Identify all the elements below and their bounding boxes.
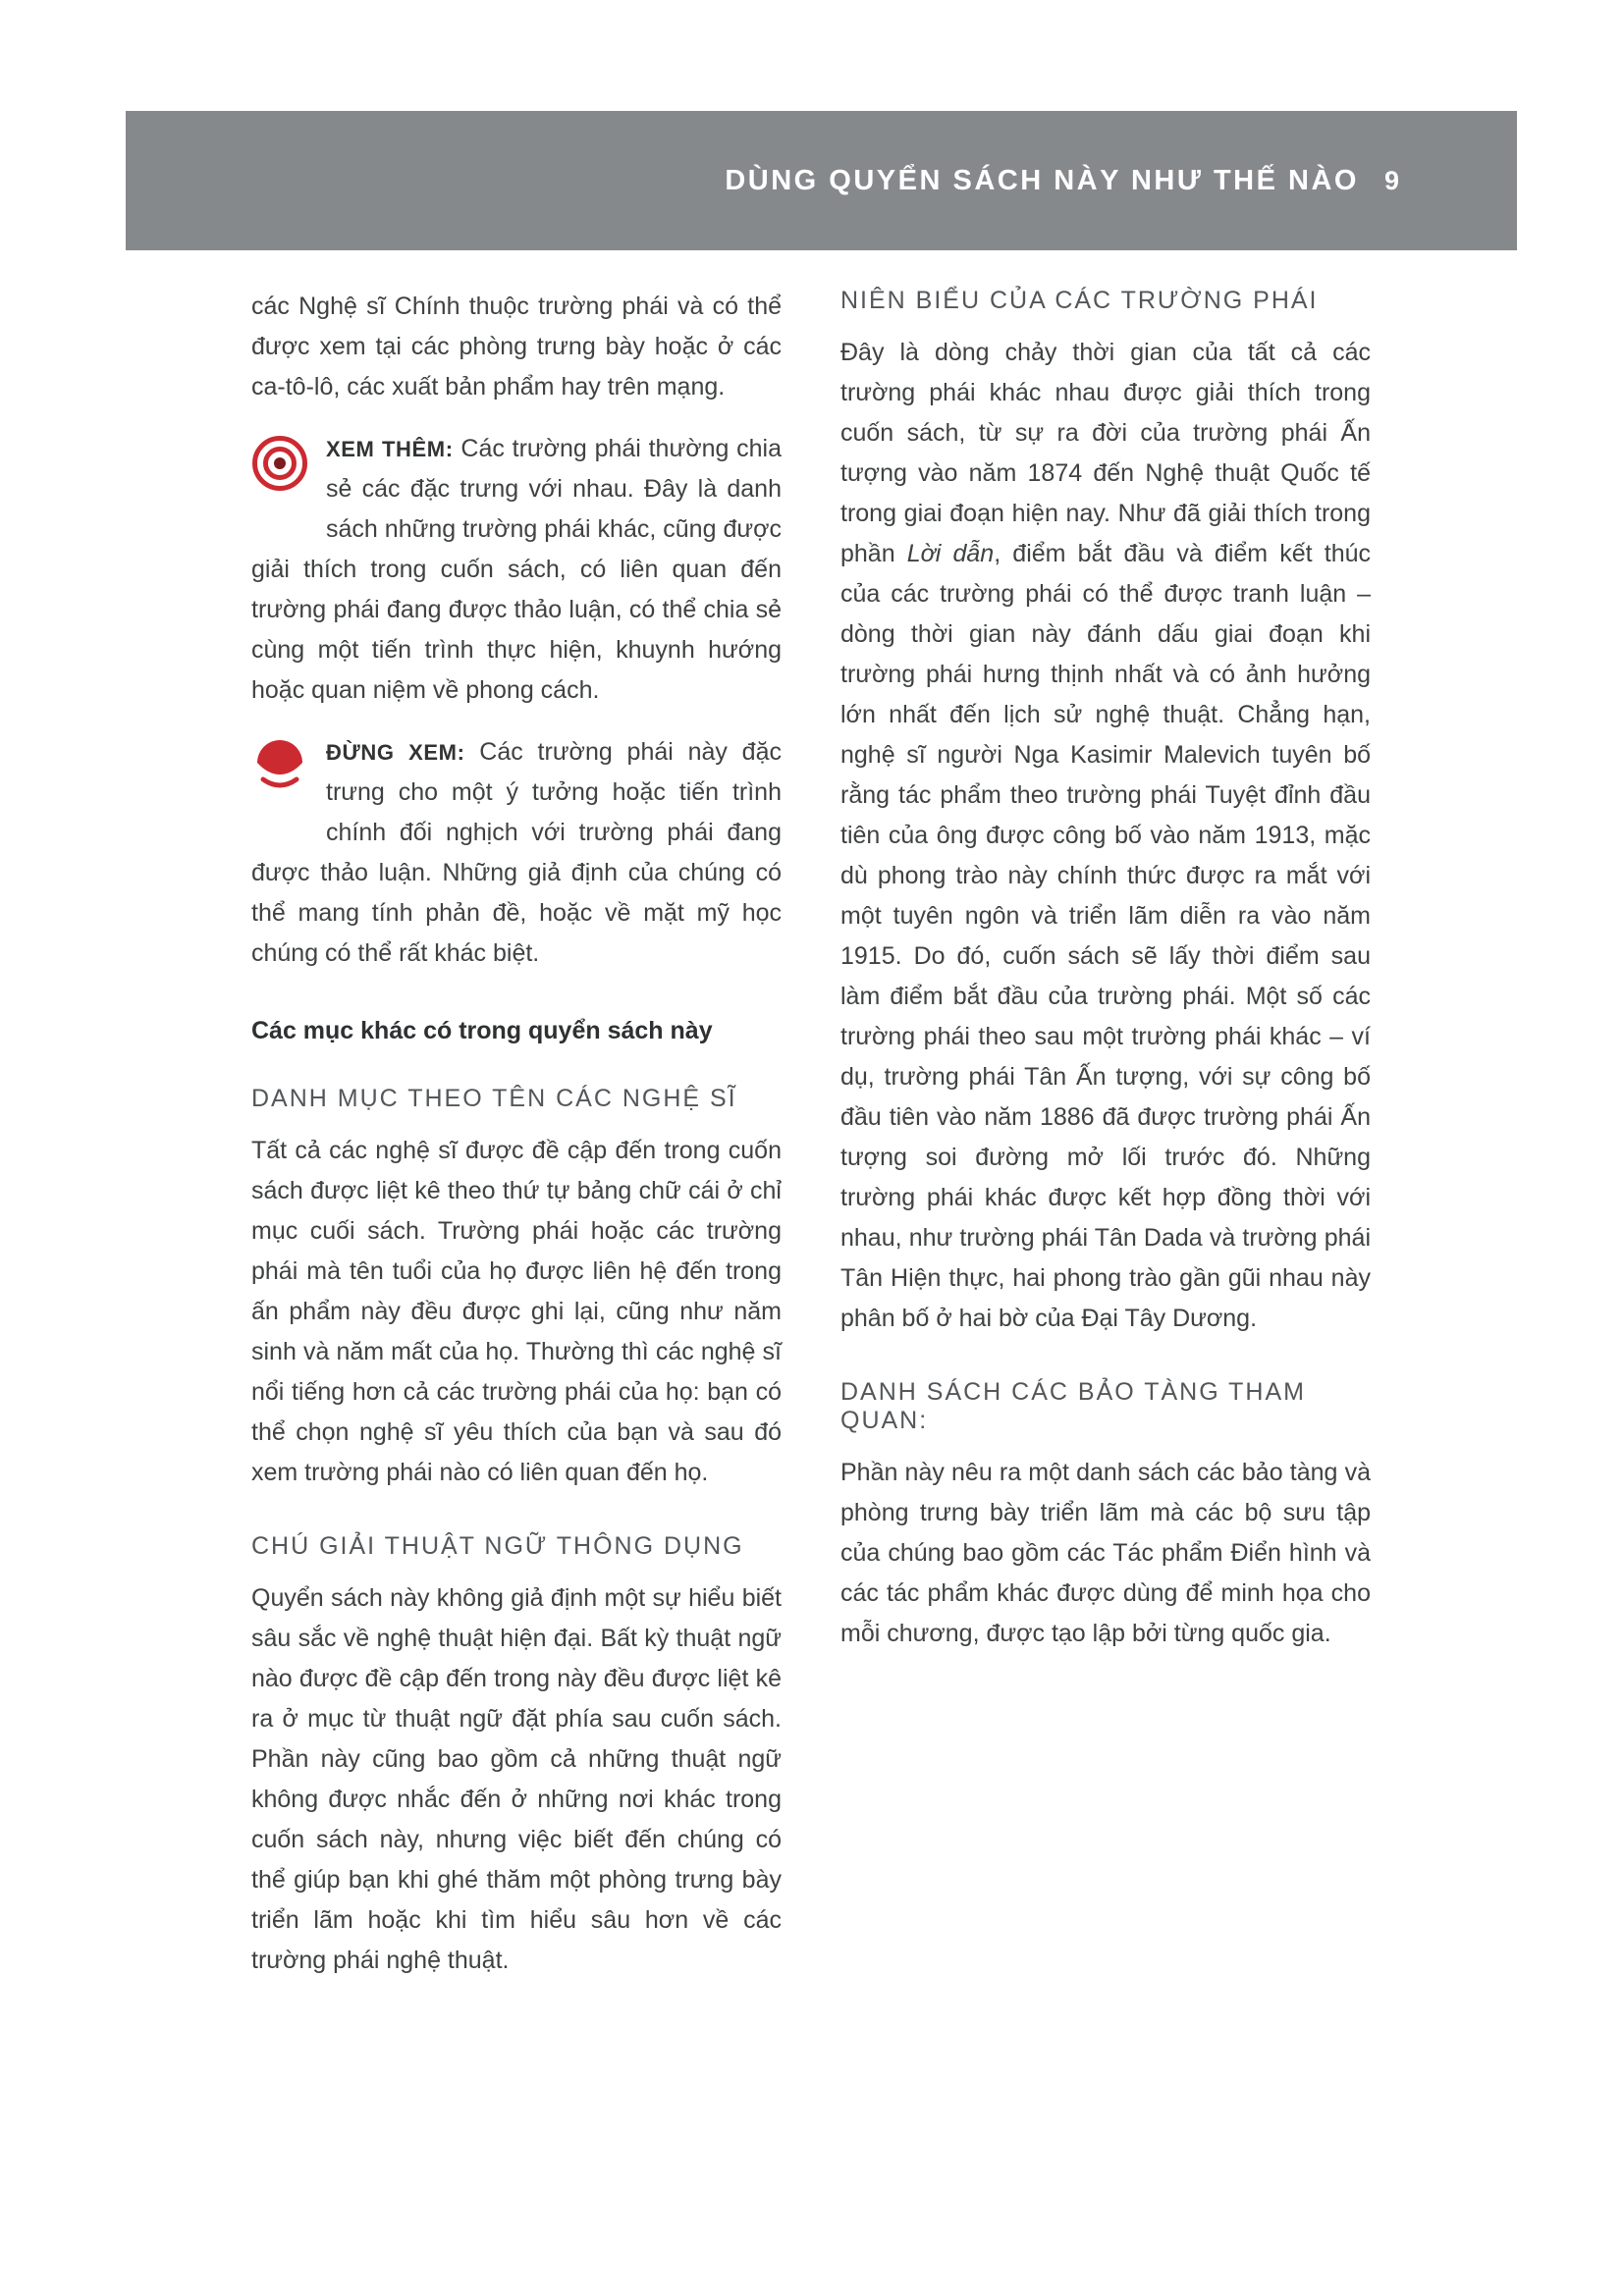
dont-see-note xyxy=(251,732,782,974)
two-column-body xyxy=(251,287,1371,1997)
museums-paragraph: Phần này nêu ra một danh sách các bảo tàng và phòng trưng bày triển lãm mà các bộ sưu tập của chúng bao gồm các Tác phẩm Điển hình và các tác phẩm khác được dùng để minh họa cho mỗi chương, được tạo lập bởi từng quốc gia. xyxy=(840,1459,1371,1647)
timeline-heading: NIÊN BIỂU CỦA CÁC TRƯỜNG PHÁI xyxy=(840,287,1319,314)
other-sections-heading: Các mục khác có trong quyển sách này xyxy=(251,1017,713,1044)
see-also-note xyxy=(251,429,782,711)
running-header xyxy=(126,111,1517,250)
see-also-label: XEM THÊM: xyxy=(326,437,454,461)
dont-see-paragraph xyxy=(251,732,782,974)
eye-target-icon xyxy=(251,435,308,492)
dont-see-label: ĐỪNG XEM: xyxy=(326,740,465,765)
left-column xyxy=(251,287,782,1997)
closed-eye-icon xyxy=(251,738,308,795)
timeline-text-after: , điểm bắt đầu và điểm kết thúc của các trường phái có thể được tranh luận – dòng thời gian này đánh dấu giai đoạn khi trường phái hưng thịnh nhất và có ảnh hưởng lớn nhất đến lịch sử nghệ thuật. Chẳng hạn, nghệ sĩ người Nga Kasimir Malevich tuyên bố rằng tác phẩm theo trường phái Tuyệt đỉnh đầu tiên của ông được công bố vào năm 1913, mặc dù phong trào này chính thức được ra mắt với một tuyên ngôn và triển lãm diễn ra vào năm 1915. Do đó, cuốn sách sẽ lấy thời điểm sau làm điểm bắt đầu của trường phái. Một số các trường phái theo sau một trường phái khác – ví dụ, trường phái Tân Ấn tượng, với sự công bố đầu tiên vào năm 1886 đã được trường phái Ấn tượng soi đường mở lối trước đó. Những trường phái khác được kết hợp đồng thời với nhau, như trường phái Tân Dada và trường phái Tân Hiện thực, hai phong trào gần gũi nhau này phân bố ở hai bờ của Đại Tây Dương. xyxy=(840,540,1372,1332)
artists-index-heading: DANH MỤC THEO TÊN CÁC NGHỆ SĨ xyxy=(251,1085,737,1112)
see-also-paragraph xyxy=(251,429,782,711)
intro-paragraph: các Nghệ sĩ Chính thuộc trường phái và có thể được xem tại các phòng trưng bày hoặc ở các ca-tô-lô, các xuất bản phẩm hay trên mạng. xyxy=(251,293,782,400)
dont-see-text: Các trường phái này đặc trưng cho một ý tưởng hoặc tiến trình chính đối nghịch với trường phái đang được thảo luận. Những giả định của chúng có thể mang tính phản đề, hoặc về mặt mỹ học chúng có thể rất khác biệt. xyxy=(251,738,782,967)
see-also-text: Các trường phái thường chia sẻ các đặc trưng với nhau. Đây là danh sách những trường phái khác, cũng được giải thích trong cuốn sách, có liên quan đến trường phái đang được thảo luận, có thể chia sẻ cùng một tiến trình thực hiện, khuynh hướng hoặc quan niệm về phong cách. xyxy=(251,435,783,704)
glossary-paragraph: Quyển sách này không giả định một sự hiểu biết sâu sắc về nghệ thuật hiện đại. Bất kỳ thuật ngữ nào được đề cập đến trong này đều được liệt kê ra ở mục từ thuật ngữ đặt phía sau cuốn sách. Phần này cũng bao gồm cả những thuật ngữ không được nhắc đến ở những nơi khác trong cuốn sách này, nhưng việc biết đến chúng có thể giúp bạn khi ghé thăm một phòng trưng bày triển lãm hoặc khi tìm hiểu sâu hơn về các trường phái nghệ thuật. xyxy=(251,1584,782,1974)
glossary-heading: CHÚ GIẢI THUẬT NGỮ THÔNG DỤNG xyxy=(251,1532,744,1560)
right-column xyxy=(840,287,1371,1997)
timeline-italic-term: Lời dẫn xyxy=(906,540,995,567)
page-number: 9 xyxy=(1383,165,1399,195)
museums-heading: DANH SÁCH CÁC BẢO TÀNG THAM QUAN: xyxy=(840,1378,1306,1434)
timeline-text-before: Đây là dòng chảy thời gian của tất cả các trường phái khác nhau được giải thích trong cuốn sách, từ sự ra đời của trường phái Ấn tượng vào năm 1874 đến Nghệ thuật Quốc tế trong giai đoạn hiện nay. Như đã giải thích trong phần xyxy=(840,339,1371,567)
timeline-paragraph xyxy=(840,333,1371,1339)
artists-index-paragraph: Tất cả các nghệ sĩ được đề cập đến trong cuốn sách được liệt kê theo thứ tự bảng chữ cái ở chỉ mục cuối sách. Trường phái hoặc các trường phái mà tên tuổi của họ được liên hệ đến trong ấn phẩm này đều được ghi lại, cũng như năm sinh và năm mất của họ. Thường thì các nghệ sĩ nổi tiếng hơn cả các trường phái của họ: bạn có thể chọn nghệ sĩ yêu thích của bạn và sau đó xem trường phái nào có liên quan đến họ. xyxy=(251,1137,782,1486)
chapter-title: DÙNG QUYỂN SÁCH NÀY NHƯ THẾ NÀO xyxy=(725,164,1359,196)
